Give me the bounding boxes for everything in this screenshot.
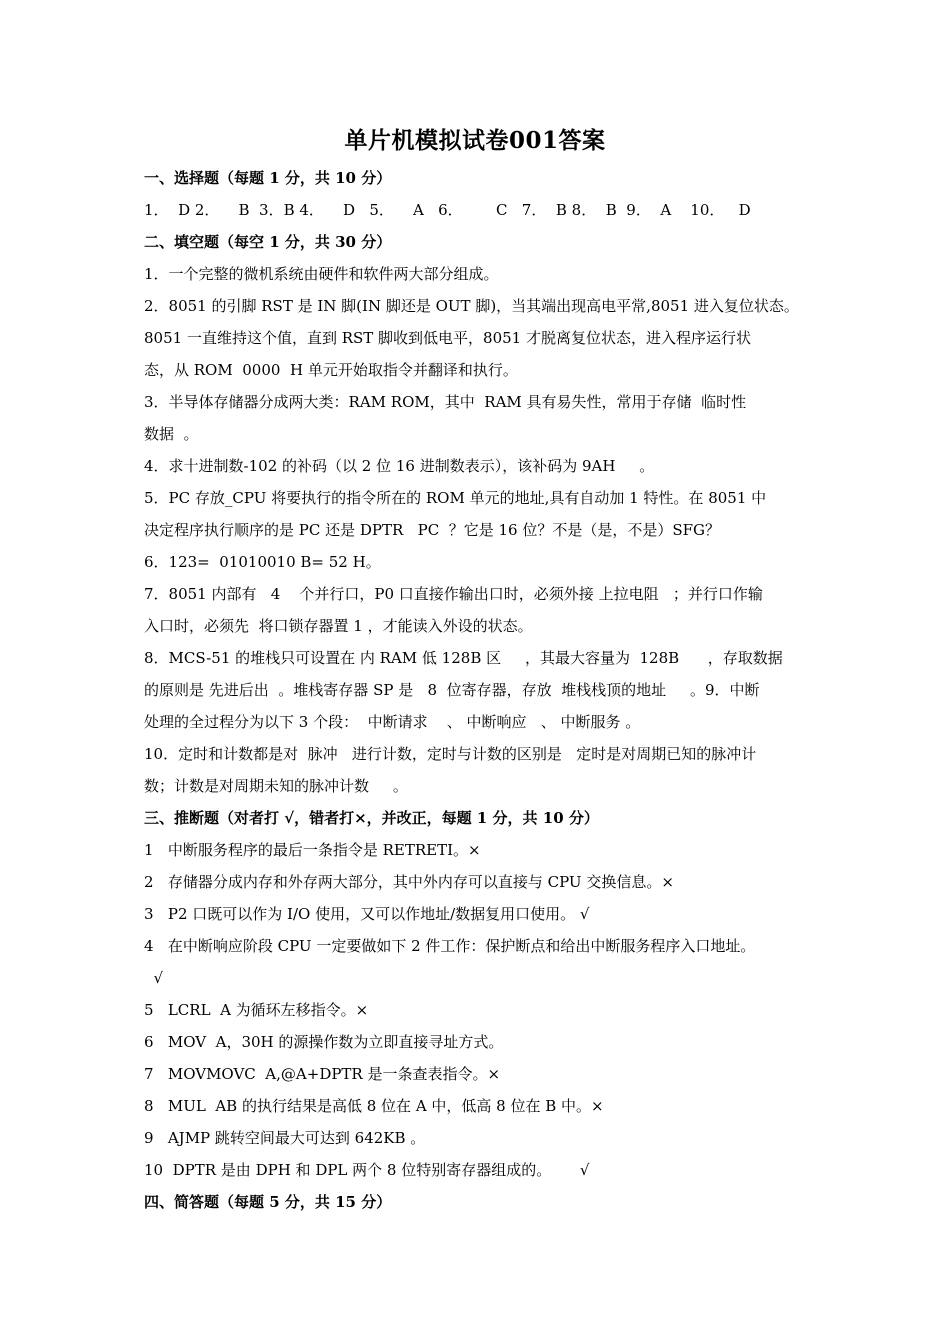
text-line: 7．8051 内部有 4 个并行口，P0 口直接作输出口时，必须外接 上拉电阻 ；并行口作输 (144, 585, 763, 603)
text-line: 处理的全过程分为以下 3 个段： 中断请求 、 中断响应 、 中断服务 。 (144, 713, 641, 731)
text-line: 10 DPTR 是由 DPH 和 DPL 两个 8 位特别寄存器组成的。 √ (144, 1161, 590, 1179)
text-line: 3．半导体存储器分成两大类：RAM ROM，其中 RAM 具有易失性，常用于存储 临时性 (144, 393, 747, 411)
text-line: 1．一个完整的微机系统由硬件和软件两大部分组成。 (144, 265, 499, 283)
text-line: 数；计数是对周期未知的脉冲计数 。 (144, 777, 408, 795)
section-heading: 一、选择题（每题 1 分，共 10 分） (144, 169, 392, 187)
text-line: 8．MCS-51 的堆栈只可设置在 内 RAM 低 128B 区 ，其最大容量为 128B ，存取数据 (144, 649, 783, 667)
text-line: √ (144, 969, 164, 987)
text-line: 2．8051 的引脚 RST 是 IN 脚(IN 脚还是 OUT 脚)，当其端出现高电平常,8051 进入复位状态。 (144, 297, 799, 315)
text-line: 5 LCRL A 为循环左移指令。× (144, 1001, 369, 1019)
text-line: 入口时，必须先 将口锁存器置 1 ，才能读入外设的状态。 (144, 617, 533, 635)
text-line: 态，从 ROM 0000 H 单元开始取指令并翻译和执行。 (144, 361, 518, 379)
answer-body (144, 162, 814, 1218)
section-heading: 四、简答题（每题 5 分，共 15 分） (144, 1193, 392, 1211)
text-line: 7 MOVMOVC A,@A+DPTR 是一条查表指令。× (144, 1065, 501, 1083)
text-line: 1 中断服务程序的最后一条指令是 RETRETI。× (144, 841, 481, 859)
text-line: 5．PC 存放_CPU 将要执行的指令所在的 ROM 单元的地址,具有自动加 1 特性。在 8051 中 (144, 489, 767, 507)
page-title: 单片机模拟试卷001答案 (344, 127, 606, 154)
text-line: 6．123= 01010010 B= 52 H。 (144, 553, 381, 571)
text-line: 1． D 2． B 3．B 4． D 5． A 6． C 7． B 8． B 9． A 10． D (144, 201, 751, 219)
text-line: 4 在中断响应阶段 CPU 一定要做如下 2 件工作：保护断点和给出中断服务程序入口地址。 (144, 937, 756, 955)
text-line: 的原则是 先进后出 。堆栈寄存器 SP 是 8 位寄存器，存放 堆栈栈顶的地址 。9．中断 (144, 681, 760, 699)
text-line: 2 存储器分成内存和外存两大部分，其中外内存可以直接与 CPU 交换信息。× (144, 873, 674, 891)
text-line: 4．求十进制数-102 的补码（以 2 位 16 进制数表示），该补码为 9AH 。 (144, 457, 655, 475)
text-line: 8051 一直维持这个值，直到 RST 脚收到低电平，8051 才脱离复位状态，进入程序运行状 (144, 329, 751, 347)
text-line: 10．定时和计数都是对 脉冲 进行计数，定时与计数的区别是 定时是对周期已知的脉冲计 (144, 745, 757, 763)
section-heading: 二、填空题（每空 1 分，共 30 分） (144, 233, 392, 251)
text-line: 8 MUL AB 的执行结果是高低 8 位在 A 中，低高 8 位在 B 中。× (144, 1097, 604, 1115)
text-line: 3 P2 口既可以作为 I/O 使用，又可以作地址/数据复用口使用。 √ (144, 905, 590, 923)
text-line: 决定程序执行顺序的是 PC 还是 DPTR PC ？它是 16 位？不是（是，不是）SFG？ (144, 521, 720, 539)
section-heading: 三、推断题（对者打 √，错者打×，并改正，每题 1 分，共 10 分） (144, 809, 599, 827)
text-line: 数据 。 (144, 425, 199, 443)
text-line: 6 MOV A，30H 的源操作数为立即直接寻址方式。 (144, 1033, 504, 1051)
text-line: 9 AJMP 跳转空间最大可达到 642KB 。 (144, 1129, 426, 1147)
